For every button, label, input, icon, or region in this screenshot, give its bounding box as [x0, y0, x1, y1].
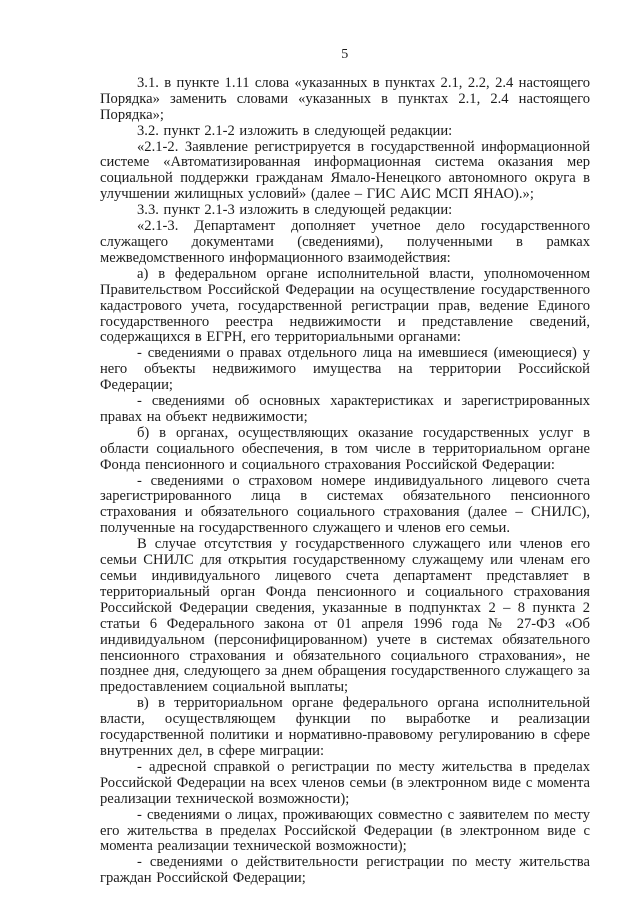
paragraph: 3.2. пункт 2.1-2 изложить в следующей редакции: [137, 122, 453, 139]
paragraph: - сведениями о страховом номере индивидуального лицевого счета зарегистрированного лица в системах обязательного пенсионного страхования и обязательного социального страхования (далее – СНИЛС), полученные на государственного служащего и членов его семьи. [100, 472, 590, 537]
paragraph: «2.1-3. Департамент дополняет учетное дело государственного служащего документами (сведениями), полученными в рамках межведомственного информационного взаимодействия: [100, 218, 590, 266]
paragraph: В случае отсутствия у государственного служащего или членов его семьи СНИЛС для открытия государственному служащему или членам его семьи индивидуального лицевого счета департамент представляет в территориальный орган Фонда пенсионного и социального страхования Российской Федерации сведения, указанные в подпунктах 2 – 8 пункта 2 статьи 6 Федерального закона от 01 апреля 1996 года № 27-ФЗ «Об индивидуальном (персонифицированном) учете в системах обязательного пенсионного страхования и обязательного социального страхования», не позднее дня, следующего за днем обращения государственного служащего за предоставлением социальной выплаты; [100, 536, 590, 696]
paragraph: 3.1. в пункте 1.11 слова «указанных в пунктах 2.1, 2.2, 2.4 настоящего Порядка» заменить словами «указанных в пунктах 2.1, 2.4 настоящего Порядка»; [100, 74, 590, 123]
paragraph: а) в федеральном органе исполнительной власти, уполномоченном Правительством Российской Федерации на осуществление государственного кадастрового учета, государственной регистрации прав, ведение Единого государственного реестра недвижимости и представление сведений, содержащихся в ЕГРН, его территориальными органами: [100, 265, 590, 346]
paragraph: 3.3. пункт 2.1-3 изложить в следующей редакции: [137, 202, 453, 219]
paragraph: - адресной справкой о регистрации по месту жительства в пределах Российской Федерации на всех членов семьи (в электронном виде с момента реализации технической возможности); [100, 758, 590, 807]
paragraph: - сведениями о лицах, проживающих совместно с заявителем по месту его жительства в пределах Российской Федерации (в электронном виде с момента реализации технической возможности); [100, 806, 590, 855]
paragraph: - сведениями о правах отдельного лица на имевшиеся (имеющиеся) у него объекты недвижимого имущества на территории Российской Федерации; [100, 345, 590, 394]
page-number: 5 [341, 47, 349, 62]
paragraph: «2.1-2. Заявление регистрируется в государственной информационной системе «Автоматизированная информационная система оказания мер социальной поддержки гражданам Ямало-Ненецкого автономного округа в улучшении жилищных условий» (далее – ГИС АИС МСП ЯНАО).»; [100, 138, 590, 203]
paragraph: в) в территориальном органе федерального органа исполнительной власти, осуществляющем функции по выработке и реализации государственной политики и нормативно-правовому регулированию в сфере внутренних дел, в сфере миграции: [100, 695, 590, 759]
paragraph: - сведениями об основных характеристиках и зарегистрированных правах на объект недвижимости; [100, 393, 590, 425]
paragraph: - сведениями о действительности регистрации по месту жительства граждан Российской Федерации; [100, 854, 590, 887]
paragraph: б) в органах, осуществляющих оказание государственных услуг в области социального обеспечения, в том числе в территориальном органе Фонда пенсионного и социального страхования Российской Федерации: [100, 424, 590, 473]
